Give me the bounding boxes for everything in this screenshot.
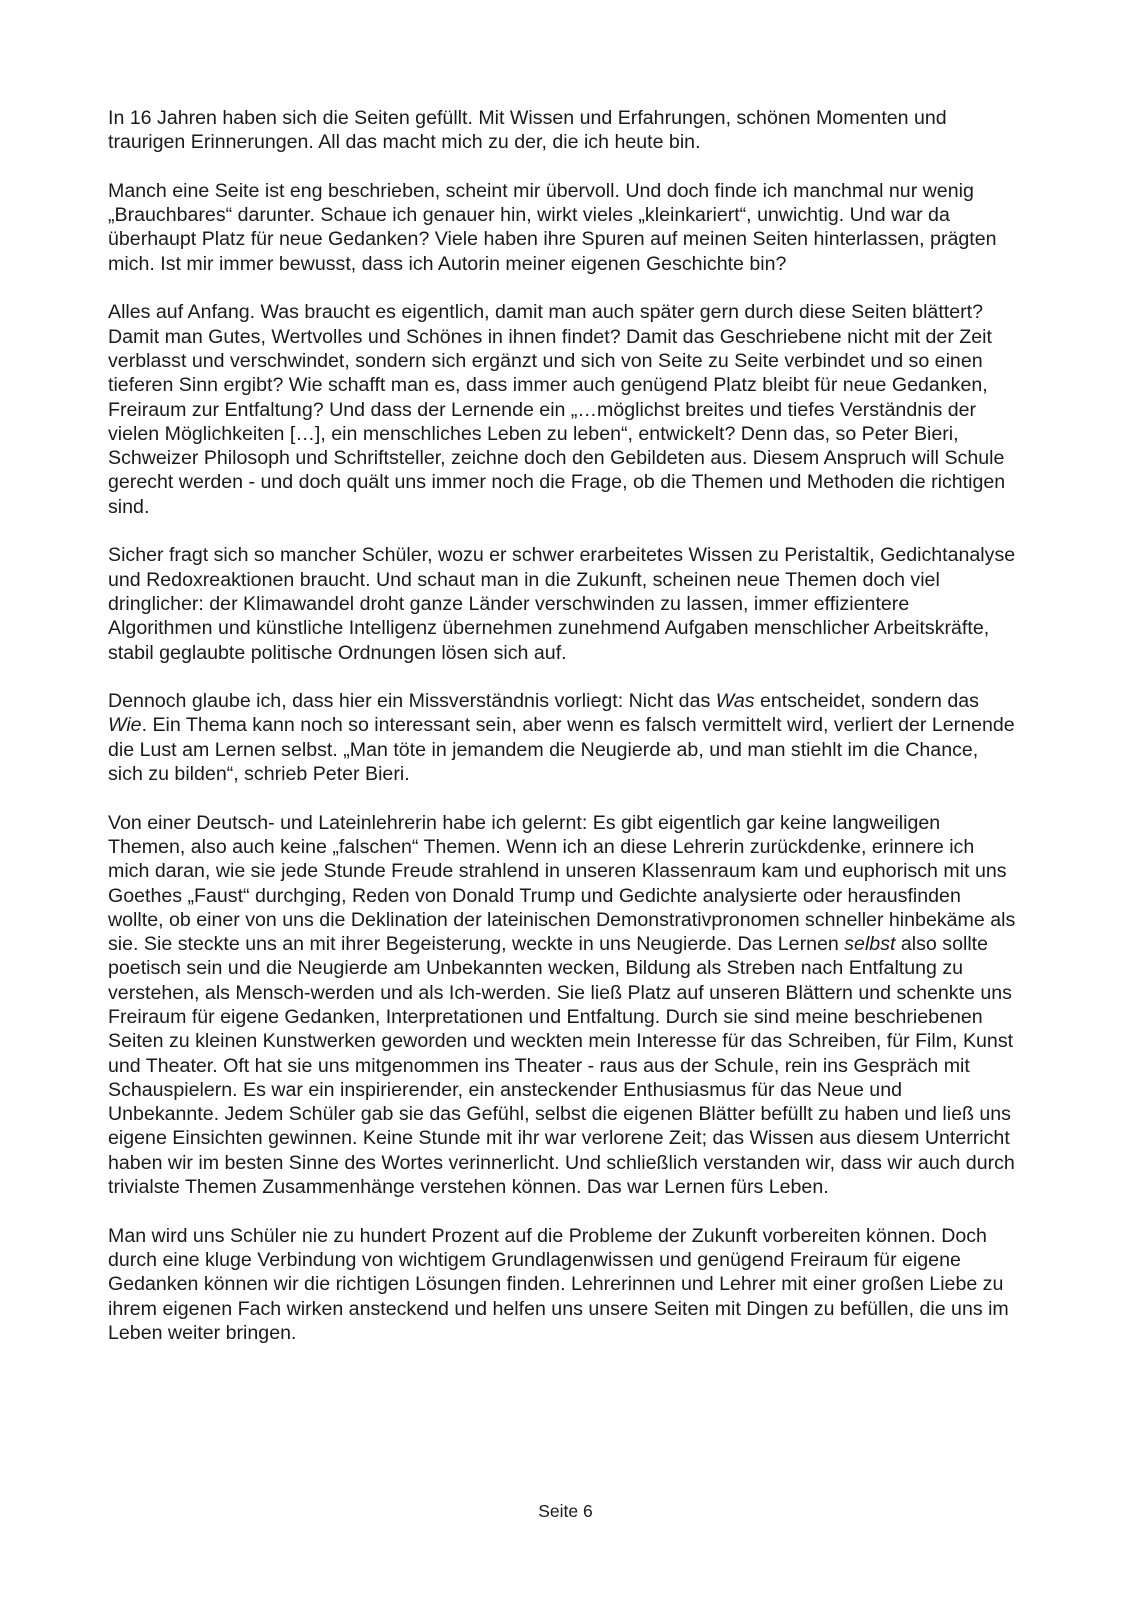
body-text [108,106,1018,1369]
page-number: Seite 6 [538,1501,593,1521]
paragraph-text: Man wird uns Schüler nie zu hundert Prozent auf die Probleme der Zukunft vorbereiten können. Doch durch eine kluge Verbindung von wichtigem Grundlagenwissen und genügend Freiraum für eigene Gedanken können wir die richtigen Lösungen finden. Lehrerinnen und Lehrer mit einer großen Liebe zu ihrem eigenen Fach wirken ansteckend und helfen uns unsere Seiten mit Dingen zu befüllen, die uns im Leben weiter bringen. [108,1224,1009,1344]
paragraph-text: Manch eine Seite ist eng beschrieben, scheint mir übervoll. Und doch finde ich manchmal nur wenig „Brauchbares“ darunter. Schaue ich genauer hin, wirkt vieles „kleinkariert“, unwichtig. Und war da überhaupt Platz für neue Gedanken? Viele haben ihre Spuren auf meinen Seiten hinterlassen, prägten mich. Ist mir immer bewusst, dass ich Autorin meiner eigenen Geschichte bin? [108,179,997,275]
paragraph-text: In 16 Jahren haben sich die Seiten gefüllt. Mit Wissen und Erfahrungen, schönen Momenten und traurigen Erinnerungen. All das macht mich zu der, die ich heute bin. [108,107,947,154]
paragraph-text: . Ein Thema kann noch so interessant sein, aber wenn es falsch vermittelt wird, verliert der Lernende die Lust am Lernen selbst. „Man töte in jemandem die Neugierde ab, und man stiehlt im die Chance, sich zu bilden“, schrieb Peter Bieri. [108,714,1015,786]
paragraph [108,543,1018,664]
paragraph [108,300,1018,519]
paragraph-text: entscheidet, sondern das [754,690,979,713]
paragraph [108,811,1018,1200]
paragraph-text: Dennoch glaube ich, dass hier ein Missverständnis vorliegt: Nicht das [108,690,716,713]
paragraph [108,106,1018,155]
paragraph-text: also sollte poetisch sein und die Neugierde am Unbekannten wecken, Bildung als Streben nach Entfaltung zu verstehen, als Mensch-werden und als Ich-werden. Sie ließ Platz auf unseren Blättern und schenkte uns Freiraum für eigene Gedanken, Interpretationen und Entfaltung. Durch sie sind meine beschriebenen Seiten zu kleinen Kunstwerken geworden und weckten mein Interesse für das Schreiben, für Film, Kunst und Theater. Oft hat sie uns mitgenommen ins Theater - raus aus der Schule, rein ins Gespräch mit Schauspielern. Es war ein inspirierender, ein ansteckender Enthusiasmus für das Neue und Unbekannte. Jedem Schüler gab sie das Gefühl, selbst die eigenen Blätter befüllt zu haben und ließ uns eigene Einsichten gewinnen. Keine Stunde mit ihr war verlorene Zeit; das Wissen aus diesem Unterricht haben wir im besten Sinne des Wortes verinnerlicht. Und schließlich verstanden wir, dass wir auch durch trivialste Themen Zusammenhänge verstehen können. Das war Lernen fürs Leben. [108,933,1015,1199]
emphasis-text: selbst [844,933,896,956]
emphasis-text: Wie [108,714,142,737]
paragraph-text: Sicher fragt sich so mancher Schüler, wozu er schwer erarbeitetes Wissen zu Peristaltik, Gedichtanalyse und Redoxreaktionen braucht. Und schaut man in die Zukunft, scheinen neue Themen doch viel dringlicher: der Klimawandel droht ganze Länder verschwinden zu lassen, immer effizientere Algorithmen und künstliche Intelligenz übernehmen zunehmend Aufgaben menschlicher Arbeitskräfte, stabil geglaubte politische Ordnungen lösen sich auf. [108,544,1016,664]
paragraph-text: Alles auf Anfang. Was braucht es eigentlich, damit man auch später gern durch diese Seiten blättert? Damit man Gutes, Wertvolles und Schönes in ihnen findet? Damit das Geschriebene nicht mit der Zeit verblasst und verschwindet, sondern sich ergänzt und sich von Seite zu Seite verbindet und so einen tieferen Sinn ergibt? Wie schafft man es, dass immer auch genügend Platz bleibt für neue Gedanken, Freiraum zur Entfaltung? Und dass der Lernende ein „…möglichst breites und tiefes Verständnis der vielen Möglichkeiten […], ein menschliches Leben zu leben“, entwickelt? Denn das, so Peter Bieri, Schweizer Philosoph und Schriftsteller, zeichne doch den Gebildeten aus. Diesem Anspruch will Schule gerecht werden - und doch quält uns immer noch die Frage, ob die Themen und Methoden die richtigen sind. [108,301,1006,518]
paragraph [108,689,1018,786]
paragraph [108,179,1018,276]
paragraph [108,1224,1018,1345]
paragraph-text: Von einer Deutsch- und Lateinlehrerin habe ich gelernt: Es gibt eigentlich gar keine langweiligen Themen, also auch keine „falschen“ Themen. Wenn ich an diese Lehrerin zurückdenke, erinnere ich mich daran, wie sie jede Stunde Freude strahlend in unseren Klassenraum kam und euphorisch mit uns Goethes „Faust“ durchging, Reden von Donald Trump und Gedichte analysierte oder herausfinden wollte, ob einer von uns die Deklination der lateinischen Demonstrativpronomen schneller hinbekäme als sie. Sie steckte uns an mit ihrer Begeisterung, weckte in uns Neugierde. Das Lernen [108,811,1016,956]
emphasis-text: Was [715,690,755,713]
